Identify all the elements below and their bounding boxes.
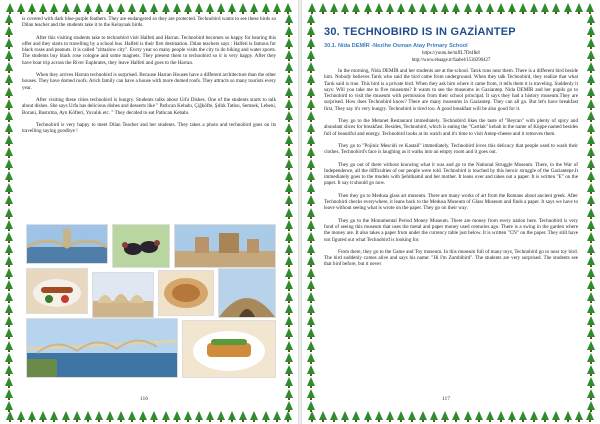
tree-icon — [587, 401, 595, 410]
tree-icon — [285, 111, 293, 120]
tree-icon — [587, 353, 595, 362]
tree-icon — [587, 147, 595, 156]
tree-icon — [5, 50, 13, 59]
tree-icon — [62, 3, 70, 12]
tree-icon — [5, 280, 13, 289]
tree-icon — [285, 183, 293, 192]
tree-icon — [530, 3, 538, 12]
tree-icon — [530, 411, 538, 420]
tree-icon — [206, 3, 214, 12]
right-page-content — [324, 26, 578, 402]
tree-icon — [307, 389, 315, 398]
tree-icon — [5, 220, 13, 229]
tree-icon — [307, 123, 315, 132]
tree-icon — [5, 341, 13, 350]
paragraph: In the morning, Nida DEMİR and her students are at the school. Tarık runs near them. There is a different bird beside him. Nobody believes Tarık who said the bird came from underground. When they talk Technobird, they realize that what Tarık said is true. This bird is a private bird. When they ask him where it came from, it tells them it is traveling. Suddenly it says: Will you take me to five museums? It wants to see the museums in Gaziantep. Nida DEMİR and her pupils go to Technobird to visit the museum with permission from their school principal. It says they had a history museum.They are surprised. How does Technobird know? There are many museums in Gaziantep. They can all go. But let's have breakfast first, They say it's very hungry. Technobird is tired too. A good breakfast will be also good for it. — [324, 68, 578, 112]
tree-icon — [419, 411, 427, 420]
tree-icon — [150, 411, 158, 420]
tree-icon — [307, 99, 315, 108]
tree-icon — [587, 111, 595, 120]
tree-border-bottom — [6, 411, 292, 421]
page-number: 117 — [442, 396, 451, 402]
tree-icon — [5, 256, 13, 265]
tree-icon — [285, 292, 293, 301]
tree-icon — [206, 411, 214, 420]
tree-icon — [228, 411, 236, 420]
tree-icon — [217, 411, 225, 420]
tree-icon — [285, 377, 293, 386]
page-number: 116 — [140, 396, 149, 402]
tree-icon — [307, 62, 315, 71]
tree-icon — [5, 111, 13, 120]
tree-icon — [285, 195, 293, 204]
tree-icon — [587, 208, 595, 217]
tree-icon — [307, 244, 315, 253]
tree-icon — [5, 26, 13, 35]
tree-icon — [519, 411, 527, 420]
tree-icon — [285, 159, 293, 168]
tree-icon — [587, 268, 595, 277]
tree-icon — [587, 123, 595, 132]
tree-icon — [552, 411, 560, 420]
tree-icon — [552, 3, 560, 12]
tree-icon — [95, 3, 103, 12]
tree-icon — [285, 232, 293, 241]
tree-icon — [228, 3, 236, 12]
paragraph: After this visiting students take to technobird visit Halfeti and Harran. Technobird becomes so happy for hearing this offer and they starts to travelling by a school bus. Halfeti is their first destination. Dilan teachers says : Halfeti is famous for black roses and peanuts. It is called "zittaslow city". Every year so many people visits the city to do biking and water sports. The students buy black rose cologne and some magnets. They present them to technobird so it is very happy. After they have boat trip across the River Euphrates, they leave Halfeti and goes to the Harran. — [22, 34, 276, 66]
paragraph: From there, they go to the Game and Toy museum. In this museum full of many toys, Technobird go to near toy bird. The bird suddenly comes alive and says his name: "Hi I'm Zumbibird". The students are very surprised. The students see that bird before, but it never — [324, 248, 578, 268]
paragraph: They go to the Metanet Restaurant immediately. Technobird likes the taste of "Beyran" with plenty of spicy and abundant slices for breakfast. Besides, Technobird, which is eating the "Cartlak" kebab in the name of Köppe named besides full of beautiful and energy. Technobird looks at its watch and it's time to visit Antep-cheese and it removes them. — [324, 118, 578, 137]
tree-icon — [184, 3, 192, 12]
tree-icon — [307, 38, 315, 47]
paragraph: They go out of there without knowing what it was and go to the National Struggle Museum. There, in the War of Independence, all the difficulties of our people were told. Technobird is touched by this heroic struggle of the Gaziantepe.It immediately goes to the models with Şehitkamil and her mother. It leans over and takes out a paper. It is written "E" on the paper. It say it should go now. — [324, 161, 578, 187]
tree-icon — [117, 411, 125, 420]
tree-icon — [541, 411, 549, 420]
tree-icon — [184, 411, 192, 420]
tree-icon — [308, 411, 316, 420]
tree-icon — [430, 411, 438, 420]
tree-icon — [364, 411, 372, 420]
tree-icon — [575, 3, 583, 12]
tree-icon — [285, 304, 293, 313]
tree-icon — [587, 292, 595, 301]
tree-icon — [375, 411, 383, 420]
tree-icon — [408, 3, 416, 12]
tree-icon — [587, 26, 595, 35]
tree-icon — [5, 316, 13, 325]
photo-kelaynak-birds — [112, 224, 170, 268]
tree-icon — [330, 411, 338, 420]
tree-icon — [284, 3, 292, 12]
tree-icon — [284, 411, 292, 420]
tree-icon — [330, 3, 338, 12]
tree-icon — [285, 401, 293, 410]
web-link[interactable]: http://www.ebaage.tr/faabel/1530290427 — [411, 58, 491, 63]
tree-icon — [150, 3, 158, 12]
tree-icon — [441, 411, 449, 420]
tree-icon — [307, 232, 315, 241]
tree-icon — [173, 411, 181, 420]
tree-icon — [285, 328, 293, 337]
photo-euphrates-bridge — [26, 318, 178, 378]
tree-icon — [307, 183, 315, 192]
tree-icon — [250, 411, 258, 420]
tree-icon — [285, 74, 293, 83]
tree-icon — [285, 62, 293, 71]
tree-icon — [307, 26, 315, 35]
section-subtitle: 30.1. Nida DEMİR -Nezihe Osman Atay Primary School — [324, 43, 468, 49]
tree-icon — [285, 26, 293, 35]
tree-icon — [586, 411, 594, 420]
photo-kebab-dish — [26, 268, 88, 314]
tree-icon — [564, 3, 572, 12]
tree-icon — [5, 14, 13, 23]
tree-icon — [5, 147, 13, 156]
tree-icon — [587, 171, 595, 180]
tree-icon — [307, 280, 315, 289]
tree-border-left — [4, 14, 14, 410]
tree-icon — [5, 38, 13, 47]
tree-icon — [5, 292, 13, 301]
tree-icon — [285, 353, 293, 362]
tree-icon — [285, 280, 293, 289]
tree-icon — [430, 3, 438, 12]
photo-flatbread-food — [158, 270, 214, 316]
tree-icon — [6, 411, 14, 420]
tree-icon — [587, 389, 595, 398]
tree-icon — [587, 220, 595, 229]
tree-icon — [285, 50, 293, 59]
tree-icon — [586, 3, 594, 12]
tree-icon — [239, 3, 247, 12]
tree-icon — [5, 244, 13, 253]
tree-icon — [475, 411, 483, 420]
tree-icon — [587, 159, 595, 168]
tree-icon — [587, 62, 595, 71]
tree-border-bottom — [308, 411, 594, 421]
tree-icon — [307, 292, 315, 301]
tree-icon — [307, 74, 315, 83]
tree-icon — [239, 411, 247, 420]
tree-icon — [519, 3, 527, 12]
tree-icon — [464, 411, 472, 420]
tree-icon — [587, 50, 595, 59]
tree-icon — [5, 208, 13, 217]
tree-icon — [285, 87, 293, 96]
tree-icon — [307, 87, 315, 96]
tree-border-top — [6, 3, 292, 13]
tree-border-top — [308, 3, 594, 13]
tree-icon — [364, 3, 372, 12]
tree-icon — [587, 183, 595, 192]
tree-icon — [497, 411, 505, 420]
tree-icon — [195, 3, 203, 12]
tree-icon — [285, 256, 293, 265]
tree-icon — [587, 377, 595, 386]
tree-icon — [5, 99, 13, 108]
tree-icon — [285, 171, 293, 180]
tree-icon — [587, 14, 595, 23]
tree-icon — [341, 3, 349, 12]
tree-icon — [17, 411, 25, 420]
tree-icon — [419, 3, 427, 12]
tree-icon — [486, 411, 494, 420]
tree-icon — [397, 411, 405, 420]
tree-icon — [587, 365, 595, 374]
tree-icon — [341, 411, 349, 420]
tree-icon — [352, 3, 360, 12]
tree-icon — [106, 411, 114, 420]
tree-icon — [106, 3, 114, 12]
tree-icon — [162, 3, 170, 12]
tree-icon — [84, 411, 92, 420]
paragraph: They go to the Monumental Period Money Museum. There are money from every nation here. Technobird is very fond of seeing this museum that uses the metal and paper money used centuries ago. There is a swing in the garden where the money are. It also takes a paper from under the currency table just below. It is written "CN" on the paper. They still have not figured out what Technobird is looking for. — [324, 217, 578, 243]
tree-icon — [250, 3, 258, 12]
tree-icon — [307, 341, 315, 350]
tree-icon — [5, 304, 13, 313]
tree-icon — [285, 38, 293, 47]
photo-cave-mound — [218, 268, 276, 318]
tree-icon — [319, 411, 327, 420]
tree-icon — [541, 3, 549, 12]
paragraph: They go to "Pojiniz Mescidi ve Kastali" immediately. Technobird loves this delicacy that people used to wash their clothes. Technobird's face is laughing as it walks into an empty room and it goes out. — [324, 142, 578, 156]
tree-icon — [307, 365, 315, 374]
tree-icon — [50, 411, 58, 420]
tree-icon — [508, 411, 516, 420]
tree-icon — [285, 14, 293, 23]
tree-icon — [508, 3, 516, 12]
left-page-content — [22, 16, 276, 402]
tree-icon — [5, 74, 13, 83]
tree-icon — [285, 244, 293, 253]
tree-icon — [307, 353, 315, 362]
tree-icon — [307, 14, 315, 23]
tree-icon — [375, 3, 383, 12]
tree-icon — [308, 3, 316, 12]
tree-icon — [307, 111, 315, 120]
tree-icon — [139, 3, 147, 12]
tree-icon — [285, 147, 293, 156]
tree-icon — [285, 389, 293, 398]
tree-icon — [50, 3, 58, 12]
video-link[interactable]: https://youtu.be/mJfL7Dr4Ik8 — [422, 51, 480, 56]
tree-border-right — [284, 14, 294, 410]
tree-icon — [587, 232, 595, 241]
tree-icon — [307, 401, 315, 410]
tree-icon — [28, 3, 36, 12]
tree-icon — [564, 411, 572, 420]
tree-icon — [285, 220, 293, 229]
tree-icon — [307, 268, 315, 277]
tree-icon — [386, 3, 394, 12]
tree-icon — [307, 208, 315, 217]
tree-icon — [6, 3, 14, 12]
tree-icon — [307, 135, 315, 144]
photo-harran-houses — [92, 272, 154, 318]
tree-icon — [307, 328, 315, 337]
tree-icon — [307, 50, 315, 59]
tree-icon — [307, 159, 315, 168]
tree-icon — [307, 304, 315, 313]
tree-icon — [587, 328, 595, 337]
tree-icon — [5, 135, 13, 144]
tree-icon — [5, 87, 13, 96]
tree-icon — [307, 377, 315, 386]
tree-icon — [273, 3, 281, 12]
tree-icon — [195, 411, 203, 420]
tree-icon — [352, 411, 360, 420]
paragraph: is covered with dark blue-purple feathers. They are endangered so they are protected. Technobird wants to see these birds so Dilan teacher and the students take it to the Kelaynak birds. — [22, 16, 276, 29]
tree-icon — [5, 195, 13, 204]
paragraph: Technobird is very happy to meet Dilan Teacher and her students. They takes a photo and technobird goes on its travelling saying goodbye ! — [22, 121, 276, 135]
tree-icon — [117, 3, 125, 12]
tree-icon — [285, 99, 293, 108]
tree-icon — [397, 3, 405, 12]
tree-icon — [5, 365, 13, 374]
tree-icon — [408, 411, 416, 420]
tree-icon — [5, 401, 13, 410]
tree-icon — [5, 123, 13, 132]
tree-icon — [285, 135, 293, 144]
tree-icon — [587, 74, 595, 83]
tree-border-left — [306, 14, 316, 410]
tree-icon — [307, 220, 315, 229]
tree-icon — [262, 411, 270, 420]
tree-icon — [5, 353, 13, 362]
tree-icon — [84, 3, 92, 12]
tree-icon — [28, 411, 36, 420]
tree-icon — [587, 195, 595, 204]
photo-dessert-plate — [182, 320, 276, 378]
tree-icon — [73, 411, 81, 420]
tree-icon — [128, 3, 136, 12]
photo-collage — [22, 224, 276, 389]
tree-icon — [587, 99, 595, 108]
tree-icon — [162, 411, 170, 420]
tree-icon — [452, 411, 460, 420]
tree-icon — [285, 268, 293, 277]
left-page — [0, 0, 298, 424]
tree-icon — [587, 316, 595, 325]
photo-stone-ruins — [174, 224, 276, 268]
tree-icon — [307, 171, 315, 180]
tree-icon — [452, 3, 460, 12]
tree-icon — [587, 280, 595, 289]
tree-border-right — [586, 14, 596, 410]
tree-icon — [262, 3, 270, 12]
tree-icon — [139, 411, 147, 420]
tree-icon — [5, 159, 13, 168]
tree-icon — [285, 316, 293, 325]
photo-bridge-river — [26, 224, 108, 264]
tree-icon — [386, 411, 394, 420]
tree-icon — [285, 365, 293, 374]
paragraph: After visiting these cities technobird is hungry. Students talks about Urfa Dishes. One of the students starts to talk about dishes. She says Urfa has delicious dishes and desserts like " Patlıcan Kebabı, Çiğköfte, Şıllık Tatlısı, Semsek, Lebeni, Borani, Bastırma, Ayn Köfteri, Yuvalık etc. " They decided to eat Patlıcan Kebabı. — [22, 96, 277, 116]
tree-icon — [587, 341, 595, 350]
tree-icon — [285, 123, 293, 132]
tree-icon — [217, 3, 225, 12]
tree-icon — [307, 256, 315, 265]
tree-icon — [5, 377, 13, 386]
tree-icon — [285, 208, 293, 217]
tree-icon — [39, 411, 47, 420]
tree-icon — [587, 244, 595, 253]
right-page — [302, 0, 600, 424]
paragraph: When they arrives Harran technobird is surprised. Because Harran Houses have a different architecture than the other houses. They have domed roofs. Arich family can have a house with more domed roofs. They attracts so many tourists every year. — [22, 72, 277, 91]
tree-icon — [319, 3, 327, 12]
tree-icon — [5, 389, 13, 398]
tree-icon — [5, 328, 13, 337]
tree-icon — [62, 411, 70, 420]
tree-icon — [307, 147, 315, 156]
tree-icon — [173, 3, 181, 12]
chapter-title: 30. TECHNOBIRD IS IN GAZİANTEP — [324, 26, 516, 38]
tree-icon — [128, 411, 136, 420]
tree-icon — [5, 62, 13, 71]
tree-icon — [5, 268, 13, 277]
tree-icon — [307, 195, 315, 204]
tree-icon — [575, 411, 583, 420]
tree-icon — [464, 3, 472, 12]
tree-icon — [17, 3, 25, 12]
tree-icon — [5, 183, 13, 192]
tree-icon — [587, 38, 595, 47]
tree-icon — [5, 232, 13, 241]
tree-icon — [587, 87, 595, 96]
tree-icon — [39, 3, 47, 12]
tree-icon — [486, 3, 494, 12]
tree-icon — [587, 304, 595, 313]
tree-icon — [587, 135, 595, 144]
tree-icon — [73, 3, 81, 12]
paragraph: Then they go to Medusa glass art museum. There are many works of art from the Romans about ancient greek. After Technobird checks everywhere, it leans back to the Medusa Museum of Glass Museum and finds a paper. It says we have to leave without seeing what is wrote on the paper. They go on their way. — [324, 192, 578, 212]
tree-icon — [5, 171, 13, 180]
tree-icon — [307, 316, 315, 325]
tree-icon — [95, 411, 103, 420]
tree-icon — [441, 3, 449, 12]
tree-icon — [587, 256, 595, 265]
tree-icon — [497, 3, 505, 12]
tree-icon — [273, 411, 281, 420]
tree-icon — [475, 3, 483, 12]
tree-icon — [285, 341, 293, 350]
